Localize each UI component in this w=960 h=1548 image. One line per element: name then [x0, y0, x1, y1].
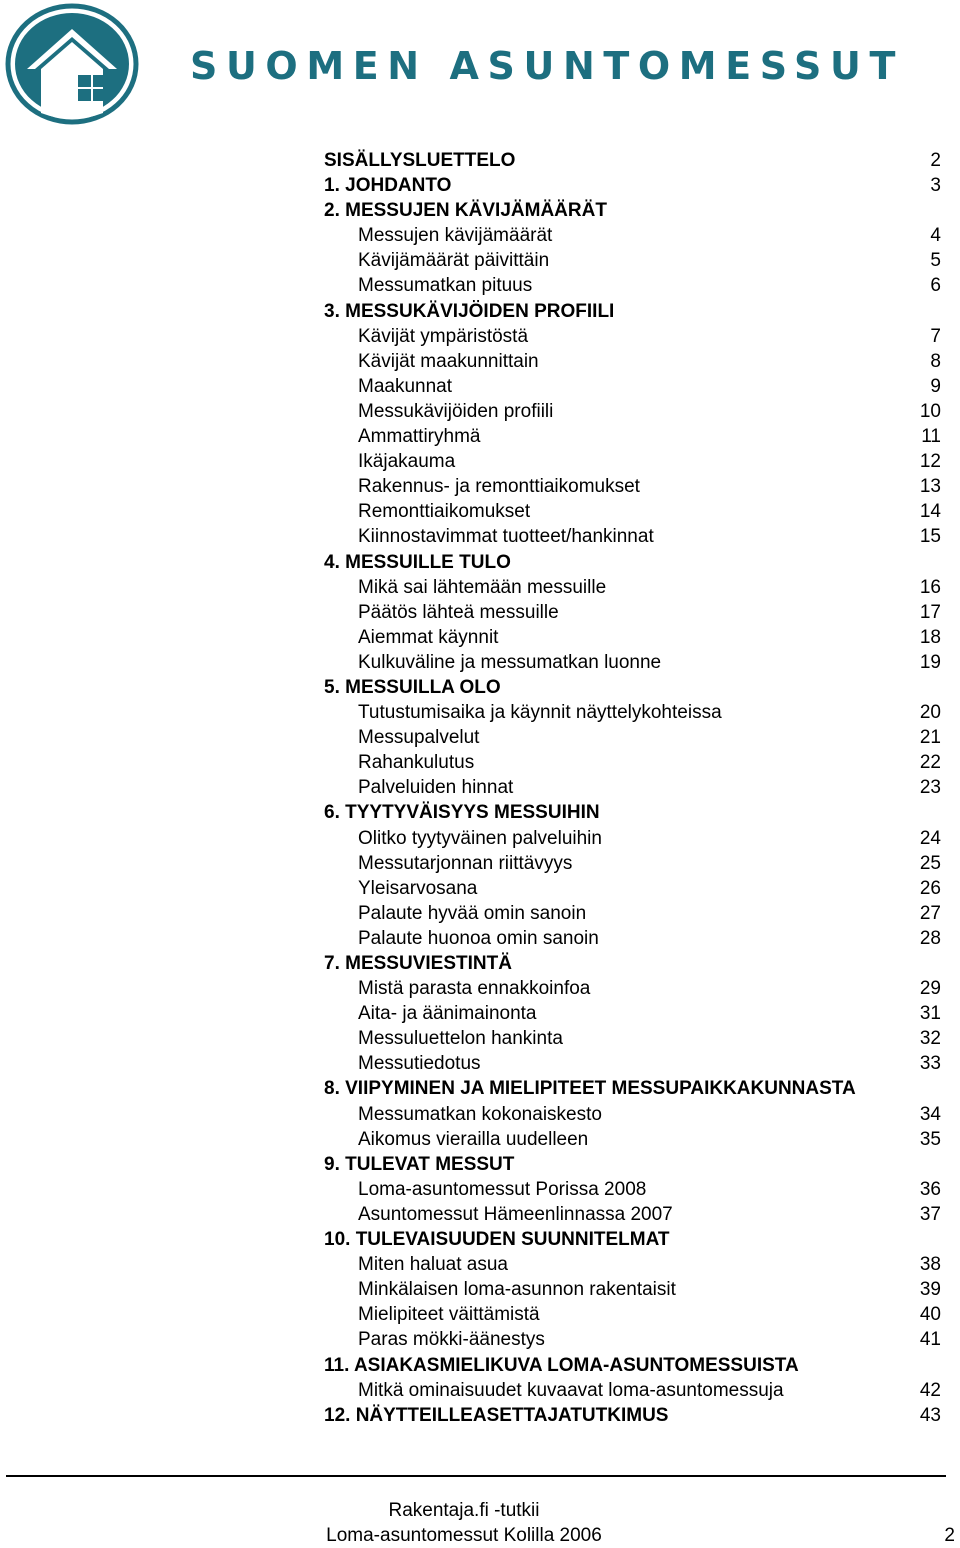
toc-item-row: [0, 575, 960, 600]
toc-item-title: Asuntomessut Hämeenlinnassa 2007: [358, 1203, 673, 1225]
toc-section-row: [0, 1353, 960, 1378]
toc-page-number: 37: [919, 1203, 941, 1225]
toc-page-number: 13: [919, 476, 941, 498]
toc-item-title: Rahankulutus: [358, 752, 475, 774]
toc-page-number: 33: [919, 1053, 941, 1075]
toc-section-row: [0, 148, 960, 173]
footer-divider: [6, 1475, 946, 1477]
toc-section-row: [0, 550, 960, 575]
toc-item-title: Päätös lähteä messuille: [358, 601, 559, 623]
toc-item-title: Ikäjakauma: [358, 451, 456, 473]
toc-section-row: [0, 173, 960, 198]
toc-item-row: [0, 524, 960, 549]
toc-section-row: [0, 1152, 960, 1177]
toc-page-number: 27: [919, 902, 941, 924]
toc-page-number: 28: [919, 927, 941, 949]
toc-page-number: 17: [919, 601, 941, 623]
toc-item-row: [0, 349, 960, 374]
toc-page-number: 10: [919, 400, 941, 422]
toc-item-row: [0, 1051, 960, 1076]
toc-item-title: Aikomus vierailla uudelleen: [358, 1128, 589, 1150]
toc-page-number: 43: [919, 1404, 941, 1426]
toc-section-row: [0, 1076, 960, 1101]
toc-item-title: Messutarjonnan riittävyys: [358, 852, 573, 874]
toc-item-title: Loma-asuntomessut Porissa 2008: [358, 1178, 647, 1200]
toc-section-title: 4. MESSUILLE TULO: [324, 551, 511, 573]
page-header: [0, 0, 960, 130]
toc-section-title: 5. MESSUILLA OLO: [324, 676, 501, 698]
toc-item-title: Minkälaisen loma-asunnon rakentaisit: [358, 1279, 676, 1301]
toc-item-title: Messutiedotus: [358, 1053, 481, 1075]
toc-item-title: Mitkä ominaisuudet kuvaavat loma-asuntomessuja: [358, 1379, 784, 1401]
toc-item-row: [0, 876, 960, 901]
toc-item-row: [0, 851, 960, 876]
toc-section-title: 3. MESSUKÄVIJÖIDEN PROFIILI: [324, 300, 615, 322]
toc-item-title: Palveluiden hinnat: [358, 777, 514, 799]
toc-page-number: 40: [919, 1304, 941, 1326]
toc-item-row: [0, 1001, 960, 1026]
toc-item-title: Palaute huonoa omin sanoin: [358, 927, 599, 949]
toc-section-row: [0, 1227, 960, 1252]
toc-item-row: [0, 474, 960, 499]
toc-item-title: Mikä sai lähtemään messuille: [358, 576, 607, 598]
toc-section-title: 8. VIIPYMINEN JA MIELIPITEET MESSUPAIKKAKUNNASTA: [324, 1078, 856, 1100]
toc-item-title: Tutustumisaika ja käynnit näyttelykohteissa: [358, 702, 722, 724]
toc-item-title: Messukävijöiden profiili: [358, 400, 554, 422]
toc-page-number: 41: [919, 1329, 941, 1351]
toc-item-row: [0, 901, 960, 926]
toc-item-row: [0, 976, 960, 1001]
toc-section-row: [0, 198, 960, 223]
toc-item-row: [0, 650, 960, 675]
toc-page-number: 19: [919, 651, 941, 673]
toc-page-number: 2: [930, 150, 941, 171]
toc-item-row: [0, 1277, 960, 1302]
toc-item-row: [0, 700, 960, 725]
toc-section-title: 7. MESSUVIESTINTÄ: [324, 953, 512, 974]
toc-item-row: [0, 273, 960, 298]
toc-item-title: Messupalvelut: [358, 727, 480, 749]
toc-item-row: [0, 775, 960, 800]
toc-item-row: [0, 1202, 960, 1227]
toc-item-title: Paras mökki-äänestys: [358, 1329, 545, 1351]
footer-line-2: Loma-asuntomessut Kolilla 2006: [326, 1525, 602, 1546]
toc-page-number: 16: [919, 576, 941, 598]
footer-page-number: 2: [944, 1525, 955, 1546]
toc-page-number: 20: [919, 702, 941, 724]
toc-page-number: 23: [919, 777, 941, 799]
toc-item-title: Messumatkan pituus: [358, 275, 533, 297]
toc-item-row: [0, 449, 960, 474]
toc-item-row: [0, 600, 960, 625]
toc-page-number: 42: [919, 1379, 941, 1401]
toc-page-number: 32: [919, 1028, 941, 1050]
toc-item-row: [0, 1127, 960, 1152]
toc-item-row: [0, 1026, 960, 1051]
toc-page-number: 5: [930, 250, 941, 272]
toc-item-title: Ammattiryhmä: [358, 426, 481, 448]
toc-item-row: [0, 750, 960, 775]
toc-item-row: [0, 926, 960, 951]
toc-page-number: 38: [919, 1254, 941, 1276]
toc-page-number: 29: [919, 978, 941, 1000]
toc-item-row: [0, 1177, 960, 1202]
toc-page-number: 11: [921, 426, 941, 448]
toc-page-number: 14: [919, 501, 941, 523]
toc-section-title: 6. TYYTYVÄISYYS MESSUIHIN: [324, 802, 600, 824]
toc-section-row: [0, 675, 960, 700]
toc-item-title: Aiemmat käynnit: [358, 626, 499, 648]
toc-item-row: [0, 1327, 960, 1352]
toc-section-title: 10. TULEVAISUUDEN SUUNNITELMAT: [324, 1229, 670, 1251]
toc-item-title: Kävijät ympäristöstä: [358, 325, 529, 347]
toc-section-title: 11. ASIAKASMIELIKUVA LOMA-ASUNTOMESSUISTA: [324, 1354, 799, 1376]
toc-section-row: [0, 299, 960, 324]
toc-item-row: [0, 399, 960, 424]
footer-line-1: Rakentaja.fi -tutkii: [388, 1500, 540, 1521]
toc-item-title: Kulkuväline ja messumatkan luonne: [358, 651, 662, 673]
toc-item-row: [0, 1252, 960, 1277]
toc-item-row: [0, 826, 960, 851]
toc-item-title: Aita- ja äänimainonta: [358, 1003, 537, 1025]
toc-section-title: 9. TULEVAT MESSUT: [324, 1153, 515, 1175]
toc-page-number: 3: [930, 175, 941, 197]
toc-item-row: [0, 324, 960, 349]
toc-page-number: 12: [919, 451, 941, 473]
toc-item-title: Mielipiteet väittämistä: [358, 1304, 540, 1326]
toc-item-title: Remonttiaikomukset: [358, 501, 531, 523]
toc-section-title: 1. JOHDANTO: [324, 175, 452, 197]
toc-item-row: [0, 499, 960, 524]
toc-section-row: [0, 800, 960, 825]
toc-item-title: Messujen kävijämäärät: [358, 225, 553, 247]
toc-item-row: [0, 1302, 960, 1327]
toc-item-row: [0, 725, 960, 750]
toc-page-number: 22: [919, 752, 941, 774]
toc-section-title: 12. NÄYTTEILLEASETTAJATUTKIMUS: [324, 1404, 669, 1426]
toc-item-row: [0, 625, 960, 650]
toc-page-number: 39: [919, 1279, 941, 1301]
toc-item-title: Messumatkan kokonaiskesto: [358, 1103, 602, 1125]
toc-item-title: Kävijät maakunnittain: [358, 350, 539, 372]
toc-item-title: Rakennus- ja remonttiaikomukset: [358, 476, 640, 498]
toc-page-number: 34: [919, 1103, 941, 1125]
toc-section-row: [0, 1403, 960, 1428]
toc-section-row: [0, 951, 960, 976]
toc-page-number: 18: [919, 626, 941, 648]
toc-page-number: 21: [919, 727, 941, 749]
toc-page-number: 4: [930, 225, 941, 247]
toc-item-row: [0, 248, 960, 273]
toc-section-title: 2. MESSUJEN KÄVIJÄMÄÄRÄT: [324, 200, 607, 222]
toc-item-row: [0, 223, 960, 248]
toc-item-title: Kävijämäärät päivittäin: [358, 250, 550, 272]
brand-title: SUOMEN ASUNTOMESSUT: [190, 44, 904, 88]
toc-section-title: SISÄLLYSLUETTELO: [324, 150, 516, 171]
toc-item-title: Olitko tyytyväinen palveluihin: [358, 827, 602, 849]
toc-item-row: [0, 1378, 960, 1403]
toc-item-row: [0, 374, 960, 399]
toc-item-title: Messuluettelon hankinta: [358, 1028, 563, 1050]
toc-page-number: 36: [919, 1178, 941, 1200]
toc-page-number: 24: [919, 827, 941, 849]
toc-item-title: Miten haluat asua: [358, 1254, 508, 1276]
house-in-circle-icon: [5, 3, 139, 125]
toc-item-title: Kiinnostavimmat tuotteet/hankinnat: [358, 526, 654, 548]
toc-page-number: 31: [919, 1003, 941, 1025]
toc-item-row: [0, 424, 960, 449]
toc-page-number: 26: [919, 877, 941, 899]
table-of-contents: [0, 148, 960, 1428]
toc-page-number: 25: [919, 852, 941, 874]
toc-item-row: [0, 1102, 960, 1127]
toc-item-title: Mistä parasta ennakkoinfoa: [358, 978, 591, 1000]
toc-item-title: Maakunnat: [358, 375, 453, 397]
toc-page-number: 7: [930, 325, 941, 347]
toc-item-title: Yleisarvosana: [358, 877, 478, 899]
toc-page-number: 35: [919, 1128, 941, 1150]
toc-page-number: 8: [930, 350, 941, 372]
toc-page-number: 9: [930, 375, 941, 397]
toc-page-number: 15: [919, 526, 941, 548]
toc-item-title: Palaute hyvää omin sanoin: [358, 902, 587, 924]
toc-page-number: 6: [930, 275, 941, 297]
